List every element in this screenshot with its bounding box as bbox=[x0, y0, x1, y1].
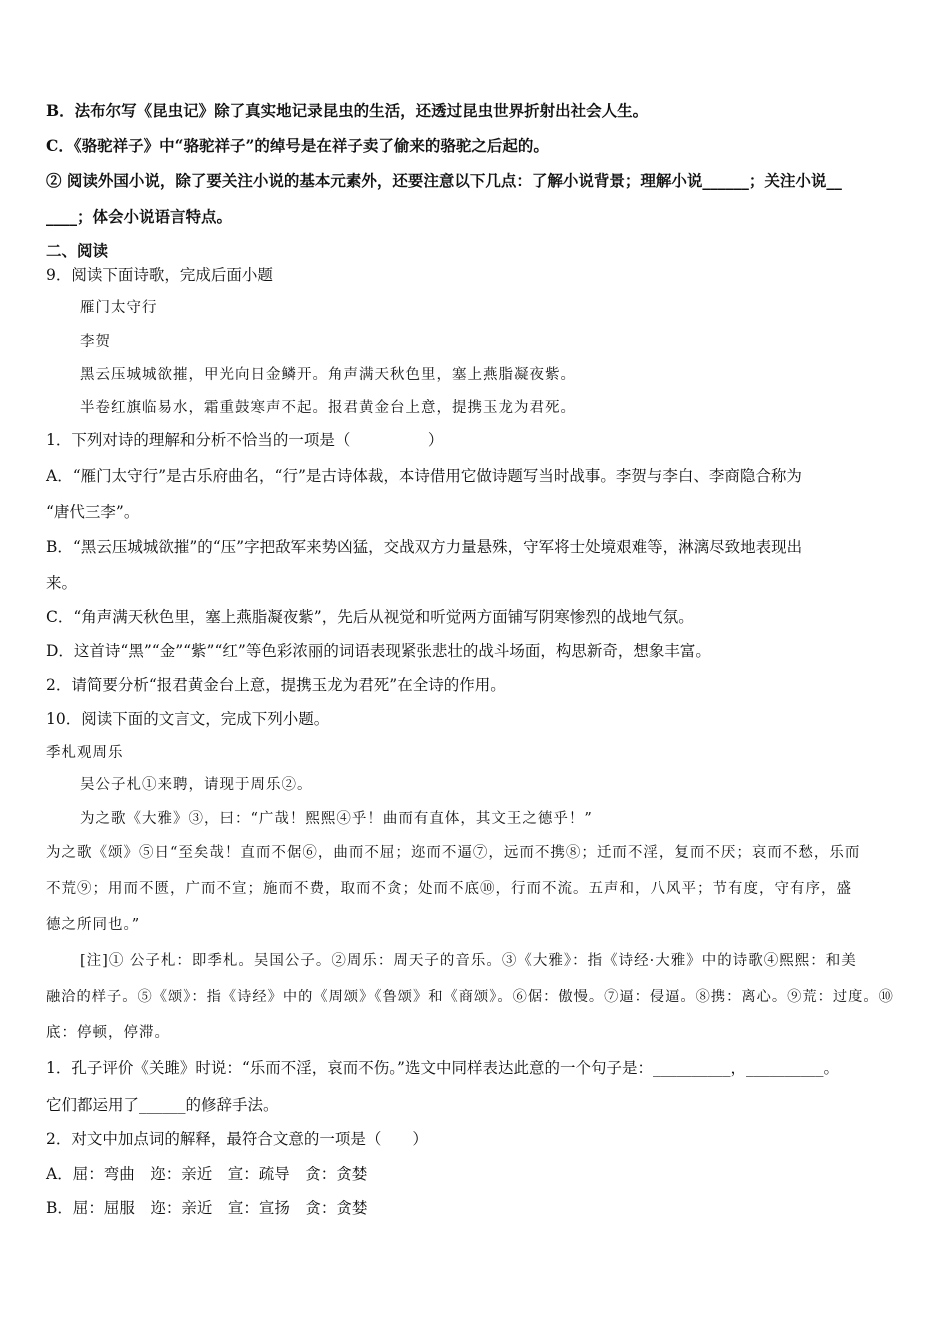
question-10-intro: 10．阅读下面的文言文，完成下列小题。 bbox=[46, 710, 330, 728]
classical-paragraph-3-line-1: 为之歌《颂》⑤日“至矣哉！直而不倨⑥，曲而不屈；迩而不逼⑦，远而不携⑧；迁而不淫，复而不厌；哀而不愁，乐而 bbox=[46, 845, 861, 861]
q9-option-b-line-1: B．“黑云压城城欲摧”的“压”字把敌军来势凶猛，交战双方力量悬殊，守军将士处境艰难等，淋漓尽致地表现出 bbox=[46, 538, 803, 556]
classical-paragraph-1: 吴公子札①来聘，请现于周乐②。 bbox=[80, 777, 313, 793]
q9-option-a-line-2: “唐代三李”。 bbox=[46, 503, 140, 521]
option-c-text: C．《骆驼祥子》中“骆驼祥子”的绰号是在祥子卖了偷来的骆驼之后起的。 bbox=[46, 136, 549, 155]
q9-option-c: C．“角声满天秋色里，塞上燕脂凝夜紫”，先后从视觉和听觉两方面铺写阴寒惨烈的战地气氛。 bbox=[46, 608, 694, 626]
option-b-text: B．法布尔写《昆虫记》除了真实地记录昆虫的生活，还透过昆虫世界折射出社会人生。 bbox=[46, 101, 649, 120]
annotation-line-3: 底：停顿，停滞。 bbox=[46, 1025, 170, 1041]
classical-paragraph-2: 为之歌《大雅》③，曰：“广哉！熙熙④乎！曲而有直体，其文王之德乎！” bbox=[80, 811, 593, 827]
q9-option-d: D．这首诗“黑”“金”“紫”“红”等色彩浓丽的词语表现紧张悲壮的战斗场面，构思新奇，想象丰富。 bbox=[46, 642, 711, 660]
q9-sub-question-2: 2．请简要分析“报君黄金台上意，提携玉龙为君死”在全诗的作用。 bbox=[46, 676, 506, 694]
q9-sub-question-1: 1．下列对诗的理解和分析不恰当的一项是（ ） bbox=[46, 431, 444, 449]
q10-option-b: B．屈：屈服 迩：亲近 宣：宣扬 贪：贪婪 bbox=[46, 1199, 368, 1217]
annotation-line-1: [注]① 公子札：即季札。吴国公子。②周乐：周天子的音乐。③《大雅》：指《诗经·大雅》中的诗歌④熙熙：和美 bbox=[80, 953, 857, 969]
question-9-intro: 9．阅读下面诗歌，完成后面小题 bbox=[46, 266, 273, 284]
classical-paragraph-3-line-3: 德之所同也。” bbox=[46, 917, 141, 933]
classical-paragraph-3-line-2: 不荒⑨；用而不匮，广而不宣；施而不费，取而不贪；处而不底⑩，行而不流。五声和，八风平；节有度，守有序，盛 bbox=[46, 881, 852, 897]
poem-author: 李贺 bbox=[80, 334, 111, 350]
q9-option-b-line-2: 来。 bbox=[46, 574, 78, 592]
poem-line-2: 半卷红旗临易水，霜重鼓寒声不起。报君黄金台上意，提携玉龙为君死。 bbox=[80, 400, 576, 416]
q9-option-a-line-1: A．“雁门太守行”是古乐府曲名，“行”是古诗体裁，本诗借用它做诗题写当时战事。李贺与李白、李商隐合称为 bbox=[46, 467, 802, 485]
question-2-line-2: ____；体会小说语言特点。 bbox=[46, 207, 233, 226]
question-2-line-1: ② 阅读外国小说，除了要关注小说的基本元素外，还要注意以下几点：了解小说背景；理解小说______；关注小说__ bbox=[46, 171, 842, 190]
annotation-line-2: 融洽的样子。⑤《颂》：指《诗经》中的《周颂》《鲁颂》和《商颂》。⑥倨：傲慢。⑦逼：侵逼。⑧携：离心。⑨荒：过度。⑩ bbox=[46, 989, 894, 1005]
q10-sub-question-1-line-2: 它们都运用了______的修辞手法。 bbox=[46, 1096, 279, 1114]
section-heading: 二、阅读 bbox=[46, 241, 109, 260]
poem-line-1: 黑云压城城欲摧，甲光向日金鳞开。角声满天秋色里，塞上燕脂凝夜紫。 bbox=[80, 367, 576, 383]
q10-sub-question-2: 2．对文中加点词的解释，最符合文意的一项是（ ） bbox=[46, 1130, 428, 1148]
q10-option-a: A．屈：弯曲 迩：亲近 宣：疏导 贪：贪婪 bbox=[46, 1165, 368, 1183]
classical-text-title: 季札观周乐 bbox=[46, 745, 124, 761]
q10-sub-question-1-line-1: 1．孔子评价《关雎》时说：“乐而不淫，哀而不伤。”选文中同样表达此意的一个句子是：__________，__________。 bbox=[46, 1059, 839, 1077]
poem-title: 雁门太守行 bbox=[80, 300, 158, 316]
